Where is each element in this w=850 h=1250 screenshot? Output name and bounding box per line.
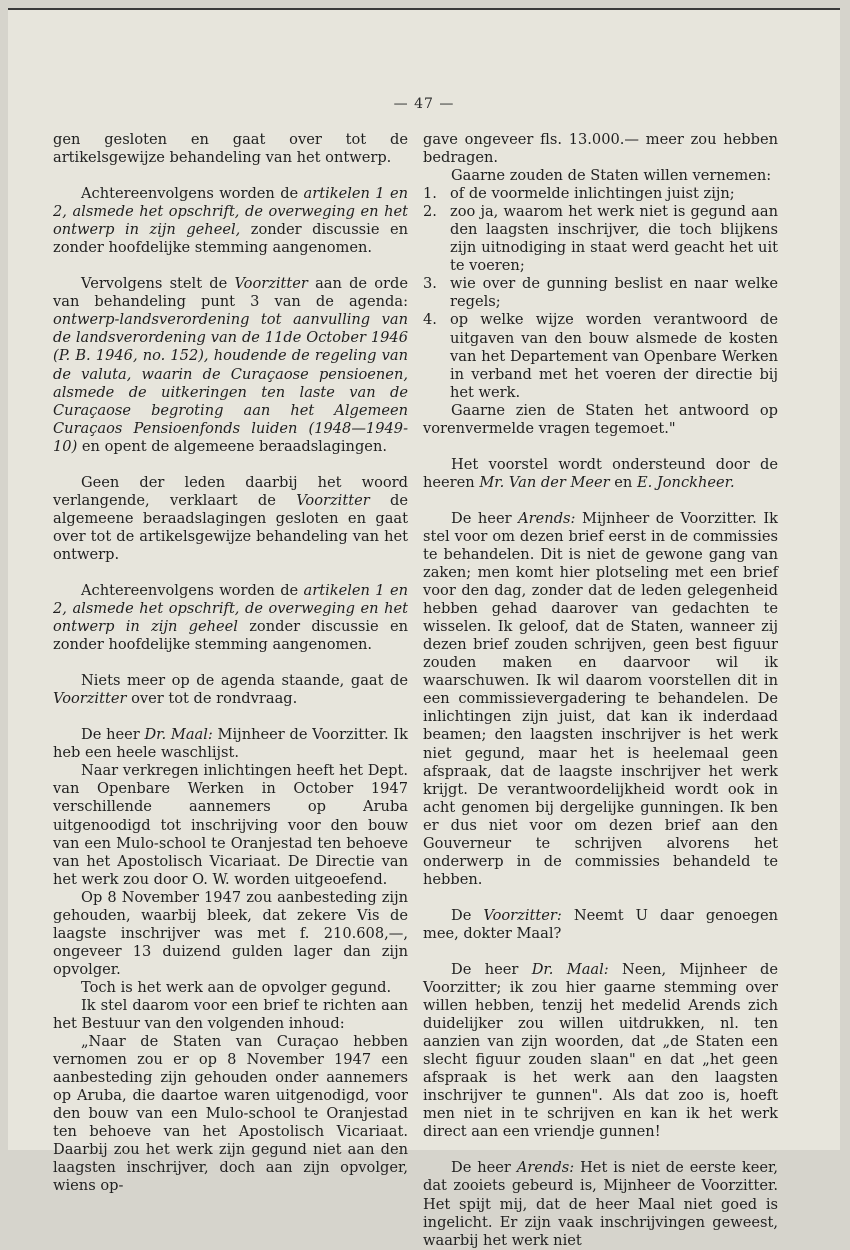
list-item: 1. of de voormelde inlichtingen juist zijn; [423, 185, 735, 203]
paragraph: Op 8 November 1947 zou aanbesteding zijn gehouden, waarbij bleek, dat zekere Vis de laagste inschrijver was met f. 210.608,—, ongeveer 13 duizend gulden lager dan zijn opvolger. [53, 888, 408, 978]
list-item: 4. op welke wijze worden verantwoord de uitgaven van den bouw alsmede de kosten van het Departement van Openbare Werken in verband met het voeren der directie bij het werk. [423, 311, 778, 401]
paragraph: gen gesloten en gaat over tot de artikelsgewijze behandeling van het ontwerp. [53, 131, 408, 167]
paragraph: Gaarne zouden de Staten willen vernemen: [451, 167, 772, 185]
paragraph: gave ongeveer fls. 13.000.— meer zou hebben bedragen. [423, 131, 778, 167]
document-page [8, 8, 840, 1249]
paragraph: Geen der leden daarbij het woord verlangende, verklaart de Voorzitter de algemeene beraadslagingen gesloten en gaat over tot de artikelsgewijze behandeling van het ontwerp. [53, 473, 409, 563]
page-number: — 47 — [393, 96, 455, 112]
paragraph: De heer Dr. Maal: Mijnheer de Voorzitter. Ik heb een heele waschlijst. [53, 726, 408, 762]
paragraph: Toch is het werk aan de opvolger gegund. [81, 978, 392, 996]
paragraph: Ik stel daarom voor een brief te richten aan het Bestuur van den volgenden inhoud: [53, 996, 408, 1033]
paragraph: Het voorstel wordt ondersteund door de heeren Mr. Van der Meer en E. Jonckheer. [423, 455, 778, 491]
question-list [423, 185, 778, 402]
paragraph: De heer Dr. Maal: Neen, Mijnheer de Voorzitter; ik zou hier gaarne stemming over willen hebben, tenzij het medelid Arends zich duidelijker zou willen uitdrukken, nl. ten aanzien van zijn woorden, dat „de Staten een slecht figuur zouden slaan" en dat „het geen afspraak is het werk aan den laagsten inschrijver te gunnen". Als dat zoo is, hoeft men niet in te schrijven en kan ik het werk direct aan een vriendje gunnen! [423, 960, 779, 1141]
paragraph: Vervolgens stelt de Voorzitter aan de orde van behandeling punt 3 van de agenda: ontwerp-landsverordening tot aanvulling van de landsverordening van de 11de October 1946 (P. B. 1946, no. 152), houdende de regeling van de valuta, waarin de Curaçaose pensioenen, alsmede de uitkeringen ten laste van de Curaçaose begroting aan het Algemeen Curaçaos Pensioenfonds luiden (1948—1949-10) en opent de algemeene beraadslagingen. [53, 275, 408, 455]
paragraph: De Voorzitter: Neemt U daar genoegen mee, dokter Maal? [423, 906, 778, 942]
paragraph: Niets meer op de agenda staande, gaat de Voorzitter over tot de rondvraag. [53, 672, 408, 708]
right-column [423, 131, 778, 1250]
paragraph: Naar verkregen inlichtingen heeft het Dept. van Openbare Werken in October 1947 verschillende aannemers op Aruba uitgenoodigd tot inschrijving voor den bouw van een Mulo-school te Oranjestad ten behoeve van het Apostolisch Vicariaat. De Directie van het werk zou door O. W. worden uitgeoefend. [53, 762, 408, 888]
paragraph: Achtereenvolgens worden de artikelen 1 en 2, alsmede het opschrift, de overweging en het ontwerp in zijn geheel, zonder discussie en zonder hoofdelijke stemming aangenomen. [53, 185, 409, 257]
paragraph: De heer Arends: Mijnheer de Voorzitter. Ik stel voor om dezen brief eerst in de commissies te behandelen. Dit is niet de gewone gang van zaken; men komt hier plotseling met een brief voor den dag, zonder dat de leden gelegenheid hebben gehad daarover van gedachten te wisselen. Ik geloof, dat de Staten, wanneer zij dezen brief zouden schrijven, geen best figuur zouden maken en daarvoor wil ik waarschuwen. Ik wil daarom voorstellen dit in een commissievergadering te behandelen. De inlichtingen zijn juist, dat kan ik inderdaad beamen; den laagsten inschrijver is het werk niet gegund, maar het is heelemaal geen afspraak, dat de laagste inschrijver het werk krijgt. De verantwoordelijkheid wordt ook in acht genomen bij dergelijke gunningen. Ik ben er dus niet voor om dezen brief aan den Gouverneur te schrijven alvorens het onderwerp in de commissies behandeld te hebben. [423, 509, 778, 888]
paragraph: „Naar de Staten van Curaçao hebben vernomen zou er op 8 November 1947 een aanbesteding zijn gehouden onder aannemers op Aruba, die daartoe waren uitgenodigd, voor den bouw van een Mulo-school te Oranjestad ten behoeve van het Apostolisch Vicariaat. Daarbij zou het werk zijn gegund niet aan den laagsten inschrijver, doch aan zijn opvolger, wiens op- [53, 1033, 408, 1195]
paragraph: De heer Arends: Het is niet de eerste keer, dat zooiets gebeurd is, Mijnheer de Voorzitter. Het spijt mij, dat de heer Maal niet goed is ingelicht. Er zijn vaak inschrijvingen geweest, waarbij het werk niet [423, 1159, 778, 1249]
list-item: 2. zoo ja, waarom het werk niet is gegund aan den laagsten inschrijver, die toch blijkens zijn uitnodiging in staat werd geacht het uit te voeren; [423, 203, 778, 275]
paragraph: Achtereenvolgens worden de artikelen 1 en 2, alsmede het opschrift, de overweging en het ontwerp in zijn geheel zonder discussie en zonder hoofdelijke stemming aangenomen. [53, 581, 408, 654]
list-item: 3. wie over de gunning beslist en naar welke regels; [423, 275, 778, 311]
left-column [53, 131, 408, 1195]
paragraph: Gaarne zien de Staten het antwoord op vorenvermelde vragen tegemoet." [423, 401, 778, 437]
